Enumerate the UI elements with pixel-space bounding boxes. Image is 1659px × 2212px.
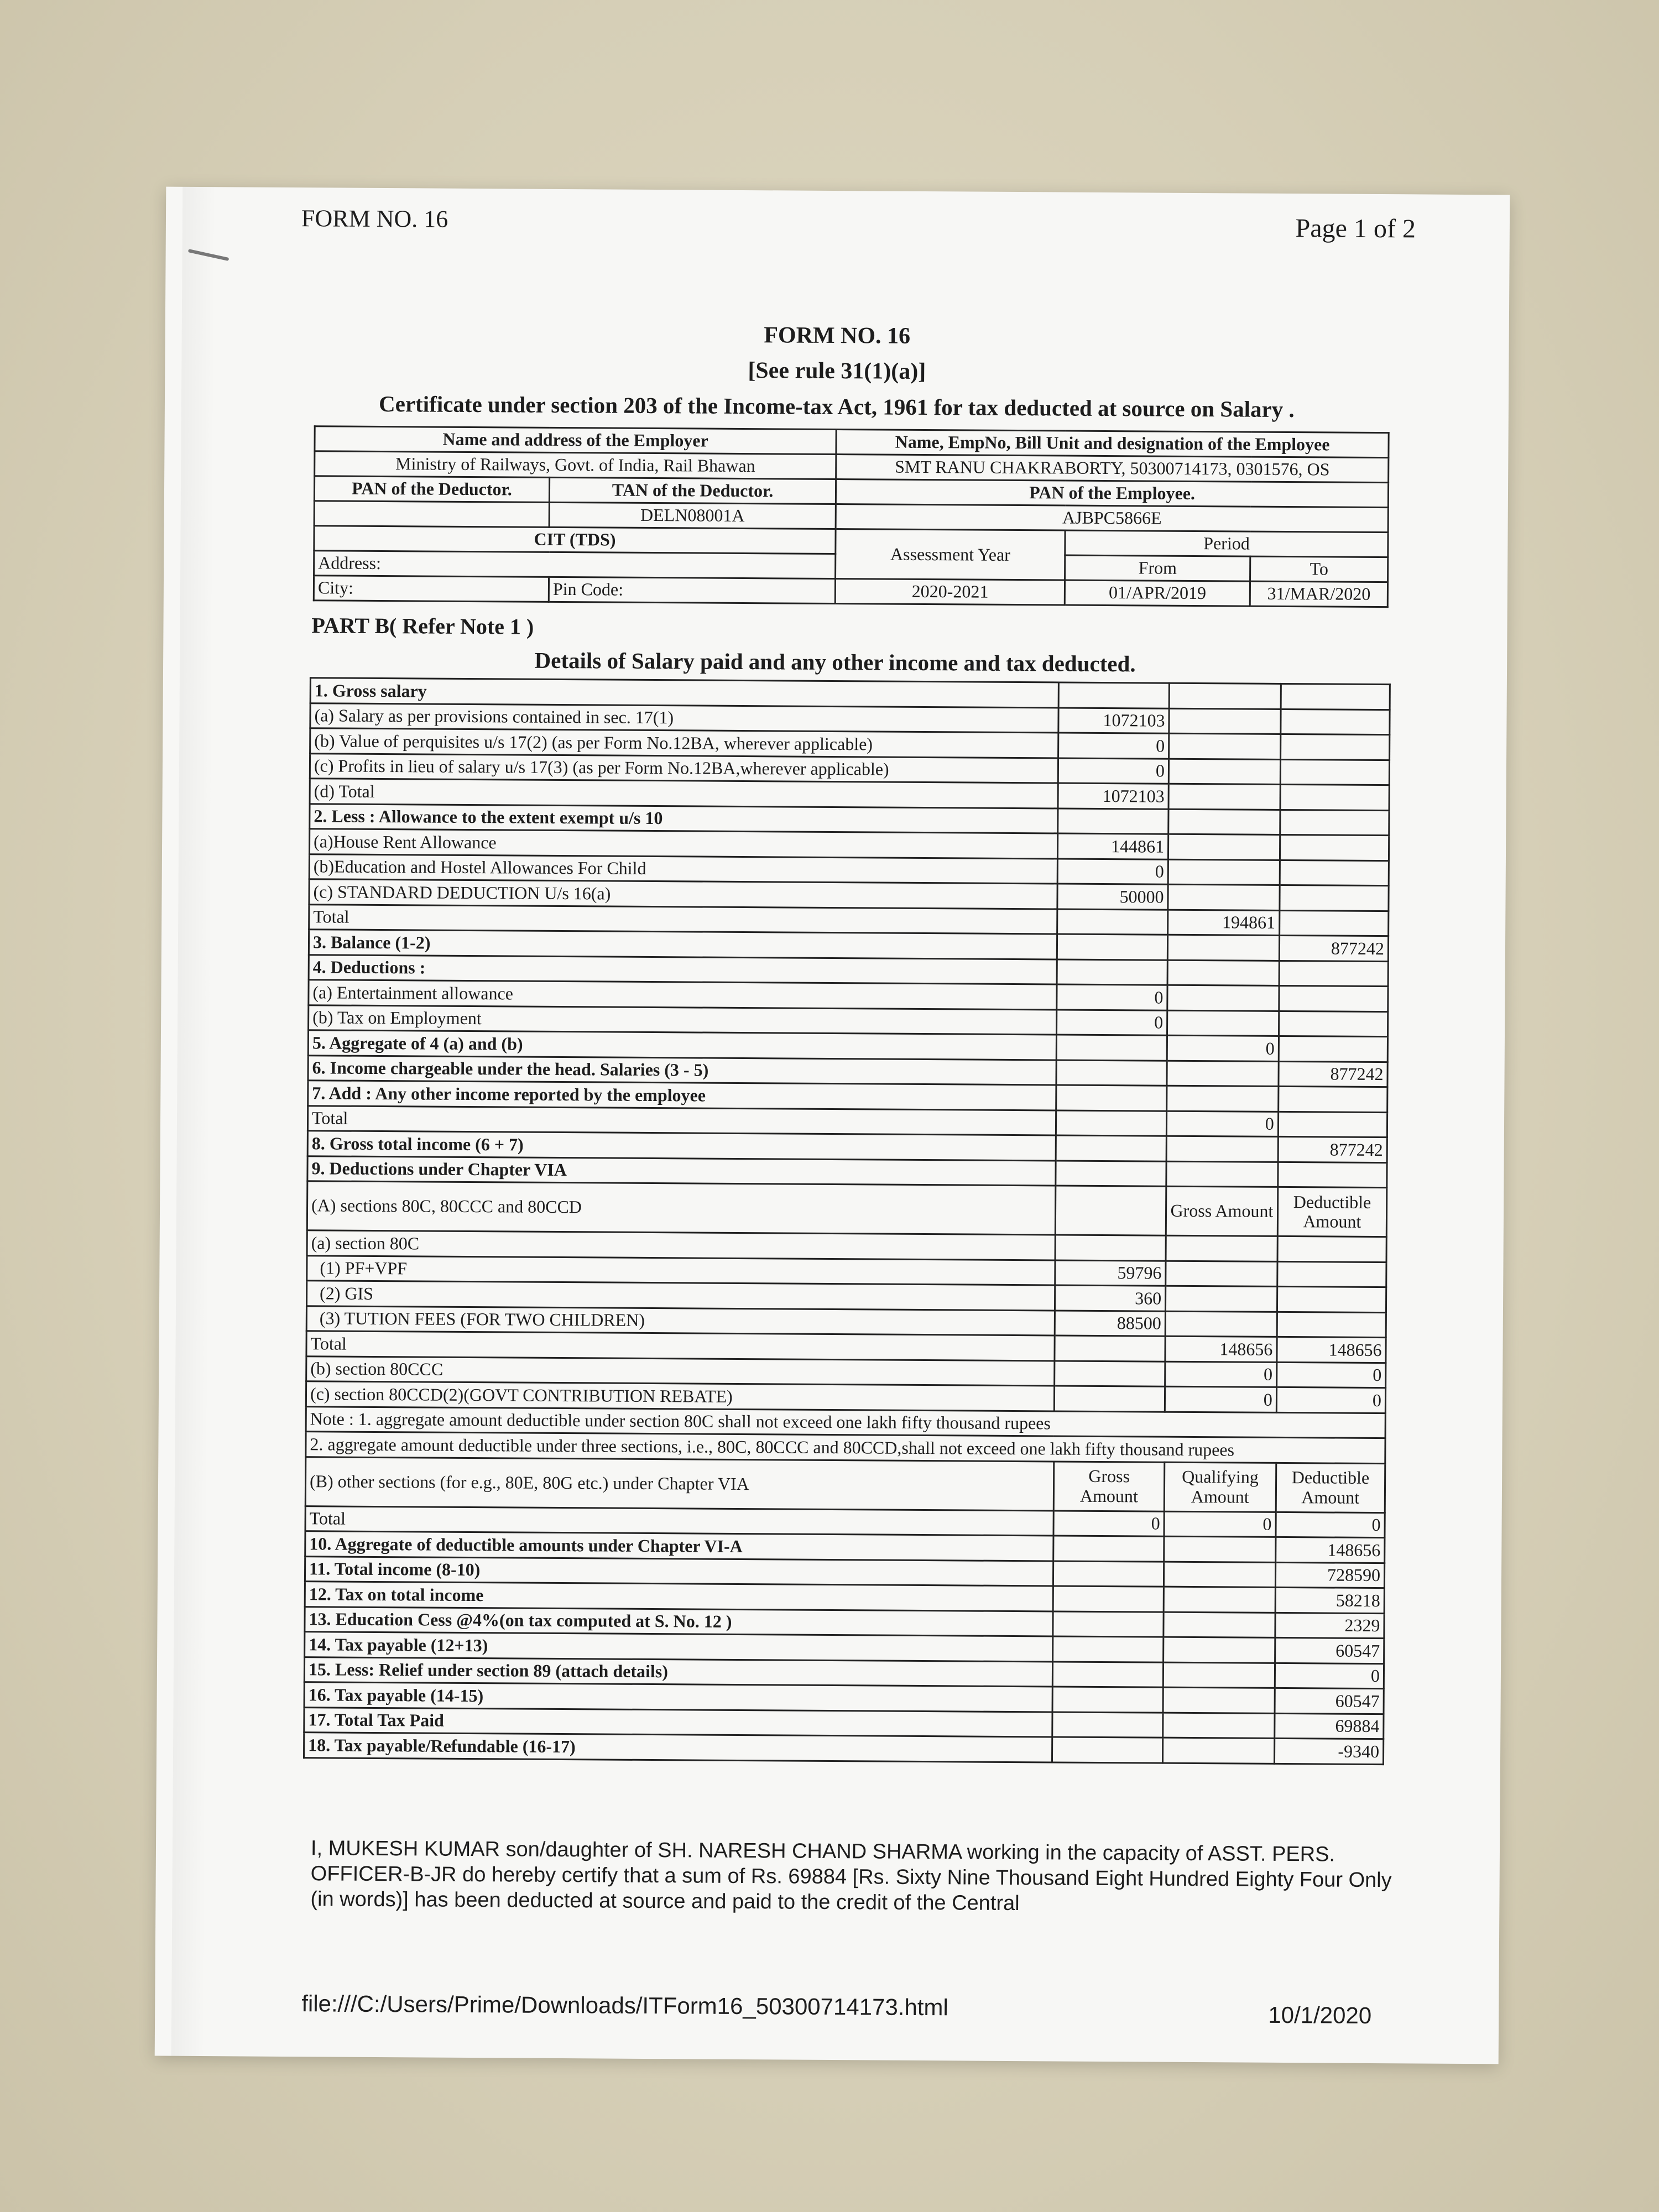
period-from-value: 01/APR/2019: [1065, 580, 1250, 606]
form-rule: [See rule 31(1)(a)]: [748, 358, 926, 385]
row-label: 3. Balance (1-2): [309, 930, 1057, 959]
amount-cell: 0: [1275, 1663, 1384, 1689]
amount-cell: 0: [1165, 1386, 1276, 1412]
row-label: (a) Salary as per provisions contained in sec. 17(1): [310, 703, 1058, 733]
amount-cell: 194861: [1168, 910, 1280, 936]
amount-cell: [1279, 985, 1388, 1011]
pan-employee-value: AJBPC5866E: [836, 504, 1388, 533]
employee-value: SMT RANU CHAKRABORTY, 50300714173, 0301576, OS: [836, 455, 1389, 483]
row-label: 1. Gross salary: [310, 678, 1058, 708]
tan-deductor-label: TAN of the Deductor.: [549, 477, 836, 504]
to-label: To: [1250, 556, 1388, 582]
amount-cell: [1165, 1286, 1277, 1312]
period-to-value: 31/MAR/2020: [1250, 581, 1387, 607]
header-form-no: FORM NO. 16: [301, 205, 448, 233]
pin-code-label: Pin Code:: [549, 577, 835, 603]
amount-cell: [1058, 808, 1168, 834]
amount-cell: 0: [1276, 1387, 1385, 1413]
amount-cell: [1053, 1636, 1164, 1662]
amount-cell: [1166, 1161, 1278, 1187]
header-page-number: Page 1 of 2: [1295, 213, 1416, 244]
pan-deductor-value: [314, 501, 549, 528]
footer-date: 10/1/2020: [1268, 2001, 1372, 2028]
row-label: (a)House Rent Allowance: [309, 829, 1057, 859]
amount-cell: [1057, 909, 1168, 935]
details-title: Details of Salary paid and any other income and tax deducted.: [534, 647, 1136, 677]
row-label: 9. Deductions under Chapter VIA: [307, 1156, 1056, 1186]
amount-cell: [1053, 1561, 1164, 1587]
amount-cell: 59796: [1055, 1260, 1166, 1286]
footer-file-path: file:///C:/Users/Prime/Downloads/ITForm16_50300714173.html: [301, 1990, 948, 2021]
gross-amount-header-b: Gross Amount: [1053, 1461, 1165, 1511]
row-label: 12. Tax on total income: [305, 1582, 1053, 1611]
amount-cell: 148656: [1275, 1537, 1384, 1563]
amount-cell: [1167, 1010, 1279, 1036]
amount-cell: [1055, 1360, 1165, 1386]
amount-cell: 1072103: [1058, 783, 1168, 809]
row-label: 18. Tax payable/Refundable (16-17): [304, 1733, 1052, 1762]
amount-cell: 0: [1057, 858, 1168, 884]
amount-cell: 60547: [1275, 1637, 1384, 1663]
row-label: (1) PF+VPF: [307, 1255, 1055, 1285]
amount-cell: [1167, 1086, 1279, 1112]
amount-cell: [1056, 1160, 1166, 1186]
amount-cell: [1277, 1236, 1386, 1262]
amount-cell: 88500: [1055, 1310, 1165, 1336]
from-label: From: [1065, 555, 1250, 581]
amount-cell: [1056, 1060, 1167, 1086]
amount-cell: [1280, 834, 1389, 860]
amount-cell: [1278, 1086, 1387, 1112]
row-label: 7. Add : Any other income reported by the employee: [308, 1081, 1056, 1110]
deductible-amount-header: Deductible Amount: [1277, 1187, 1387, 1237]
certification-text: I, MUKESH KUMAR son/daughter of SH. NARESH CHAND SHARMA working in the capacity of ASST. PERS. OFFICER-B-JR do hereby certify that a sum of Rs. 69884 [Rs. Sixty Nine Thousand Eight Hundred Eighty Four Only (in words)] has been deducted at source and paid to the credit of the Central: [310, 1837, 1392, 1916]
period-label: Period: [1065, 530, 1388, 557]
amount-cell: [1168, 784, 1280, 810]
amount-cell: [1278, 1112, 1387, 1138]
city-label: City:: [314, 576, 549, 602]
row-label: (d) Total: [310, 779, 1058, 808]
amount-cell: [1057, 934, 1167, 960]
form-title: FORM NO. 16: [764, 322, 911, 349]
employer-label: Name and address of the Employer: [315, 426, 836, 455]
row-label: 16. Tax payable (14-15): [304, 1682, 1052, 1712]
amount-cell: [1169, 683, 1281, 709]
amount-cell: [1052, 1712, 1163, 1738]
amount-cell: [1279, 961, 1388, 987]
amount-cell: 50000: [1057, 884, 1168, 910]
amount-cell: [1055, 1335, 1165, 1361]
amount-cell: [1058, 682, 1169, 708]
amount-cell: [1167, 1061, 1279, 1087]
amount-cell: 0: [1166, 1111, 1278, 1137]
amount-cell: [1055, 1235, 1166, 1261]
row-label: (a) section 80C: [307, 1230, 1055, 1260]
amount-cell: -9340: [1274, 1738, 1383, 1764]
employer-employee-table: [313, 425, 1390, 608]
amount-cell: 0: [1276, 1362, 1385, 1388]
amount-cell: [1166, 1136, 1278, 1162]
amount-cell: [1280, 759, 1389, 785]
amount-cell: [1169, 733, 1281, 759]
row-label: 4. Deductions :: [309, 954, 1057, 984]
deductible-amount-header-b: Deductible Amount: [1276, 1463, 1385, 1512]
amount-cell: [1281, 709, 1390, 735]
section-b-label: (B) other sections (for e.g., 80E, 80G etc.) under Chapter VIA: [305, 1457, 1053, 1510]
amount-cell: [1281, 684, 1390, 709]
amount-cell: [1164, 1637, 1275, 1663]
row-label: 15. Less: Relief under section 89 (attach details): [304, 1657, 1052, 1687]
amount-cell: 2329: [1275, 1613, 1384, 1639]
amount-cell: [1164, 1536, 1276, 1562]
row-label: Total: [306, 1331, 1055, 1361]
amount-cell: [1168, 884, 1280, 910]
amount-cell: 0: [1165, 1361, 1277, 1387]
part-b-heading: PART B( Refer Note 1 ): [311, 613, 534, 639]
amount-cell: 58218: [1275, 1587, 1384, 1613]
row-label: 5. Aggregate of 4 (a) and (b): [308, 1030, 1056, 1060]
row-label: 8. Gross total income (6 + 7): [307, 1131, 1056, 1161]
amount-cell: [1164, 1562, 1275, 1588]
row-label: Total: [305, 1506, 1053, 1536]
pan-employee-label: PAN of the Employee.: [836, 479, 1389, 508]
row-label: (b)Education and Hostel Allowances For Child: [309, 854, 1057, 884]
row-label: (b) Value of perquisites u/s 17(2) (as per Form No.12BA, wherever applicable): [310, 728, 1058, 758]
amount-cell: [1167, 960, 1279, 986]
amount-cell: [1169, 708, 1281, 734]
amount-cell: [1053, 1611, 1164, 1637]
amount-cell: 0: [1053, 1510, 1164, 1536]
amount-cell: [1163, 1738, 1275, 1764]
cit-label: CIT (TDS): [314, 526, 836, 554]
amount-cell: [1168, 759, 1280, 785]
amount-cell: 877242: [1279, 935, 1388, 961]
amount-cell: [1279, 1036, 1387, 1062]
row-label: 14. Tax payable (12+13): [305, 1632, 1053, 1662]
amount-cell: [1166, 1261, 1277, 1287]
row-label: Total: [307, 1105, 1056, 1135]
row-label: (c) STANDARD DEDUCTION U/s 16(a): [309, 879, 1057, 909]
row-label: (3) TUTION FEES (FOR TWO CHILDREN): [306, 1306, 1055, 1335]
amount-cell: [1280, 784, 1389, 810]
amount-cell: [1054, 1386, 1165, 1412]
row-label: Total: [309, 904, 1057, 934]
amount-cell: [1279, 1011, 1387, 1037]
assessment-year-label: Assessment Year: [836, 529, 1066, 581]
qualifying-amount-header: Qualifying Amount: [1164, 1462, 1276, 1512]
amount-cell: 877242: [1279, 1061, 1387, 1087]
row-label: 17. Total Tax Paid: [304, 1707, 1052, 1737]
amount-cell: 360: [1055, 1285, 1165, 1311]
amount-cell: 69884: [1275, 1713, 1384, 1739]
address-label: Address:: [314, 551, 836, 579]
amount-cell: [1057, 959, 1167, 985]
amount-cell: [1277, 1312, 1386, 1338]
amount-cell: [1280, 860, 1389, 886]
amount-cell: [1163, 1662, 1275, 1688]
amount-cell: 1072103: [1058, 707, 1169, 733]
amount-cell: 0: [1057, 984, 1167, 1010]
amount-cell: [1168, 809, 1280, 835]
row-label: (2) GIS: [306, 1281, 1055, 1311]
employer-value: Ministry of Railways, Govt. of India, Rail Bhawan: [315, 451, 836, 479]
salary-details-table: [303, 677, 1391, 1765]
assessment-year-value: 2020-2021: [835, 579, 1065, 606]
amount-cell: [1279, 910, 1388, 936]
note-2: 2. aggregate amount deductible under three sections, i.e., 80C, 80CCC and 80CCD,shall not exceed one lakh fifty thousand rupees: [306, 1432, 1385, 1463]
amount-cell: 0: [1056, 1009, 1167, 1035]
amount-cell: [1052, 1661, 1163, 1687]
amount-cell: [1052, 1687, 1163, 1713]
gross-amount-header: Gross Amount: [1166, 1186, 1277, 1236]
amount-cell: 0: [1167, 1035, 1279, 1061]
amount-cell: [1165, 1311, 1277, 1337]
amount-cell: [1280, 885, 1389, 911]
amount-cell: [1168, 859, 1280, 885]
amount-cell: 0: [1058, 758, 1168, 784]
amount-cell: 148656: [1277, 1337, 1386, 1363]
amount-cell: [1280, 810, 1389, 836]
amount-cell: [1167, 985, 1279, 1011]
section-a-label: (A) sections 80C, 80CCC and 80CCD: [307, 1181, 1055, 1235]
amount-cell: [1277, 1286, 1386, 1312]
amount-cell: [1056, 1135, 1166, 1161]
row-label: (b) Tax on Employment: [309, 1005, 1057, 1035]
note-1: Note : 1. aggregate amount deductible under section 80C shall not exceed one lakh fifty thousand rupees: [306, 1406, 1385, 1438]
amount-cell: 0: [1058, 733, 1169, 759]
row-label: (c) Profits in lieu of salary u/s 17(3) (as per Form No.12BA,wherever applicable): [310, 753, 1058, 783]
amount-cell: 60547: [1275, 1688, 1384, 1714]
amount-cell: [1163, 1713, 1275, 1739]
amount-cell: 0: [1276, 1512, 1385, 1538]
tan-deductor-value: DELN08001A: [549, 502, 836, 529]
amount-cell: [1052, 1737, 1162, 1763]
amount-cell: [1163, 1687, 1275, 1713]
row-label: (c) section 80CCD(2)(GOVT CONTRIBUTION REBATE): [306, 1381, 1054, 1411]
form16-page: [155, 187, 1510, 2064]
amount-cell: [1280, 734, 1389, 760]
row-label: (b) section 80CCC: [306, 1356, 1055, 1386]
row-label: 13. Education Cess @4%(on tax computed at S. No. 12 ): [305, 1606, 1053, 1636]
empty-cell: [1055, 1186, 1166, 1235]
amount-cell: [1053, 1536, 1164, 1562]
amount-cell: 148656: [1165, 1336, 1277, 1362]
amount-cell: [1164, 1587, 1275, 1613]
paper-fold: [171, 187, 216, 2056]
amount-cell: [1167, 935, 1279, 961]
amount-cell: 877242: [1278, 1136, 1387, 1162]
amount-cell: [1168, 834, 1280, 860]
amount-cell: 144861: [1057, 833, 1168, 859]
amount-cell: 728590: [1275, 1562, 1384, 1588]
amount-cell: [1278, 1162, 1387, 1188]
amount-cell: 0: [1164, 1511, 1276, 1537]
amount-cell: [1056, 1110, 1166, 1136]
amount-cell: [1056, 1085, 1167, 1111]
amount-cell: [1164, 1612, 1275, 1638]
row-label: 10. Aggregate of deductible amounts under Chapter VI-A: [305, 1531, 1053, 1561]
amount-cell: [1166, 1235, 1277, 1261]
amount-cell: [1053, 1586, 1164, 1612]
form-certificate-title: Certificate under section 203 of the Income-tax Act, 1961 for tax deducted at source on Salary .: [378, 390, 1295, 422]
amount-cell: [1277, 1261, 1386, 1287]
employee-label: Name, EmpNo, Bill Unit and designation of the Employee: [836, 430, 1389, 458]
pan-deductor-label: PAN of the Deductor.: [314, 476, 549, 503]
row-label: 11. Total income (8-10): [305, 1556, 1053, 1586]
row-label: 2. Less : Allowance to the extent exempt u/s 10: [310, 804, 1058, 833]
row-label: (a) Entertainment allowance: [309, 980, 1057, 1010]
row-label: 6. Income chargeable under the head. Salaries (3 - 5): [308, 1055, 1056, 1085]
amount-cell: [1056, 1035, 1167, 1061]
